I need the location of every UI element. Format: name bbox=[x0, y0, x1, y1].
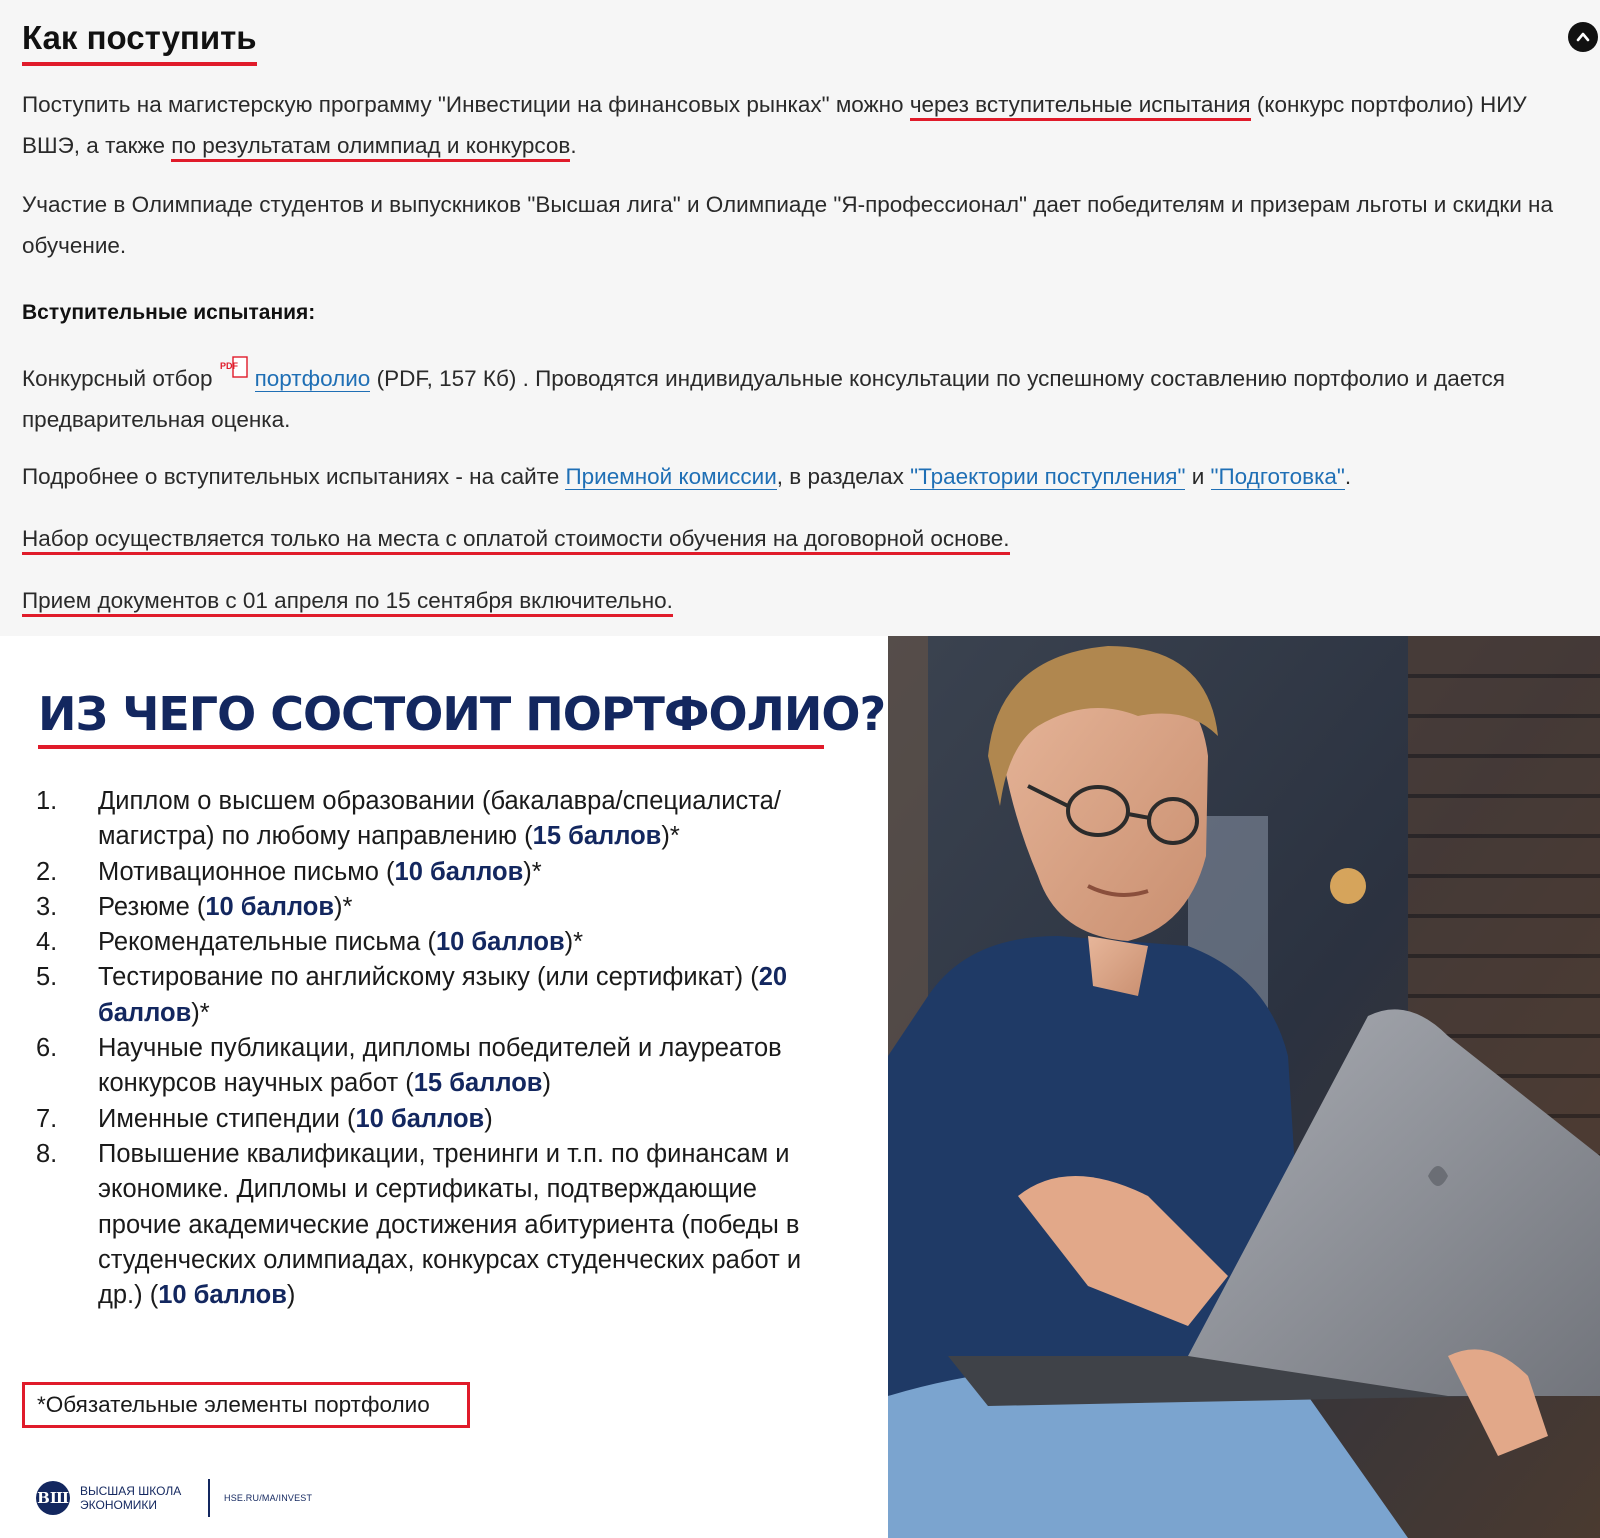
portfolio-text-2: (PDF, 157 Кб) . Проводятся индивидуальные консультации по успешному составлению портфолио и дается предварительная оценка. bbox=[22, 366, 1505, 432]
portfolio-item-points: 20 баллов bbox=[98, 963, 788, 1027]
student-photo bbox=[888, 636, 1600, 1538]
details-text-3: и bbox=[1185, 464, 1211, 489]
tuition-paragraph bbox=[22, 518, 1562, 559]
logo-line-2: ЭКОНОМИКИ bbox=[80, 1498, 158, 1512]
portfolio-item-points: 10 баллов bbox=[435, 928, 565, 957]
portfolio-item bbox=[36, 925, 836, 960]
portfolio-item-text bbox=[98, 1102, 836, 1137]
section-title: Как поступить bbox=[22, 18, 257, 66]
title-underline bbox=[38, 745, 824, 749]
dates-text: Прием документов с 01 апреля по 15 сентября включительно. bbox=[22, 588, 673, 617]
olympiad-paragraph: Участие в Олимпиаде студентов и выпускников "Высшая лига" и Олимпиаде "Я-профессионал" дает победителям и призерам льготы и скидки на обучение. bbox=[22, 192, 1553, 258]
portfolio-poster bbox=[0, 636, 888, 1538]
intro-paragraph bbox=[22, 84, 1562, 166]
portfolio-item-text bbox=[98, 855, 836, 890]
portfolio-link[interactable]: портфолио bbox=[254, 366, 371, 391]
portfolio-item bbox=[36, 1102, 836, 1137]
portfolio-item bbox=[36, 890, 836, 925]
admission-section bbox=[0, 0, 1600, 636]
portfolio-item-points: 10 баллов bbox=[394, 857, 524, 886]
olympiads-highlight: по результатам олимпиад и конкурсов bbox=[171, 133, 570, 162]
portfolio-item bbox=[36, 784, 836, 855]
logo-url: HSE.RU/MA/INVEST bbox=[224, 1493, 313, 1503]
portfolio-item-number: 5. bbox=[36, 963, 58, 992]
portfolio-item-desc: Мотивационное письмо ( bbox=[98, 857, 395, 886]
portfolio-list bbox=[36, 784, 836, 1313]
portfolio-item-points: 15 баллов bbox=[413, 1069, 543, 1098]
portfolio-paragraph bbox=[22, 352, 1562, 440]
details-text-1: Подробнее о вступительных испытаниях - на сайте bbox=[22, 464, 566, 489]
intro-text-2: (конкурс портфолио) НИУ ВШЭ, а также bbox=[22, 92, 1527, 158]
portfolio-item-points: 10 баллов bbox=[355, 1104, 485, 1133]
dates-paragraph bbox=[22, 580, 1562, 621]
details-text-2: , в разделах bbox=[776, 464, 911, 489]
portfolio-item-suffix: ) bbox=[542, 1069, 551, 1098]
chevron-up-icon[interactable] bbox=[1568, 22, 1598, 52]
portfolio-item-desc: Научные публикации, дипломы победителей и лауреатов конкурсов научных работ ( bbox=[98, 1034, 782, 1098]
portfolio-item-text bbox=[98, 890, 836, 925]
portfolio-item-number: 1. bbox=[36, 787, 58, 815]
portfolio-item-suffix: )* bbox=[523, 857, 542, 886]
portfolio-item-desc: Диплом о высшем образовании (бакалавра/специалиста/магистра) по любому направлению ( bbox=[98, 787, 781, 851]
admissions-committee-link[interactable]: Приемной комиссии bbox=[565, 464, 777, 489]
portfolio-item-desc: Повышение квалификации, тренинги и т.п. по финансам и экономике. Дипломы и сертификаты, подтверждающие прочие академические достижения абитуриента (победы в студенческих олимпиадах, конкурсах студенческих работ и др.) ( bbox=[98, 1139, 802, 1310]
poster-title: ИЗ ЧЕГО СОСТОИТ ПОРТФОЛИО? bbox=[38, 687, 886, 741]
portfolio-item-number: 7. bbox=[36, 1104, 58, 1133]
portfolio-item-text bbox=[98, 784, 836, 855]
portfolio-item-suffix: )* bbox=[564, 928, 584, 957]
portfolio-text-1: Конкурсный отбор bbox=[22, 366, 213, 391]
pdf-icon bbox=[219, 352, 249, 376]
portfolio-item-desc: Тестирование по английскому языку (или сертификат) ( bbox=[98, 963, 759, 992]
mandatory-note: *Обязательные элементы портфолио bbox=[22, 1382, 470, 1428]
exams-heading: Вступительные испытания: bbox=[22, 301, 316, 324]
logo-divider bbox=[208, 1479, 210, 1517]
portfolio-item-points: 15 баллов bbox=[532, 822, 662, 851]
portfolio-item-points: 10 баллов bbox=[158, 1281, 287, 1310]
portfolio-item-number: 3. bbox=[36, 892, 58, 921]
portfolio-item-number: 8. bbox=[36, 1139, 58, 1168]
portfolio-item-points: 10 баллов bbox=[205, 892, 335, 921]
pdf-icon-label: PDF bbox=[219, 361, 238, 371]
portfolio-item bbox=[36, 1137, 836, 1313]
portfolio-item-text bbox=[98, 1137, 836, 1313]
portfolio-item-suffix: ) bbox=[484, 1104, 493, 1133]
trajectories-link[interactable]: "Траектории поступления" bbox=[910, 464, 1186, 489]
portfolio-item-desc: Именные стипендии ( bbox=[98, 1104, 356, 1133]
portfolio-item-number: 2. bbox=[36, 857, 58, 886]
preparation-link[interactable]: "Подготовка" bbox=[1210, 464, 1345, 489]
hse-logo bbox=[36, 1476, 312, 1520]
portfolio-item-text bbox=[98, 1031, 836, 1102]
exams-highlight: через вступительные испытания bbox=[910, 92, 1251, 121]
portfolio-item-text bbox=[98, 925, 836, 960]
portfolio-item-suffix: )* bbox=[334, 892, 353, 921]
intro-text-3: . bbox=[570, 133, 577, 158]
logo-line-1: ВЫСШАЯ ШКОЛА bbox=[80, 1484, 182, 1498]
portfolio-item bbox=[36, 855, 836, 890]
portfolio-item bbox=[36, 960, 836, 1031]
portfolio-item-desc: Резюме ( bbox=[98, 892, 206, 921]
portfolio-item-number: 6. bbox=[36, 1034, 58, 1063]
details-text-4: . bbox=[1344, 464, 1352, 489]
hse-logo-icon: ВШ bbox=[36, 1481, 70, 1515]
portfolio-item-text bbox=[98, 960, 836, 1031]
portfolio-item-desc: Рекомендательные письма ( bbox=[98, 928, 436, 957]
logo-text bbox=[80, 1484, 198, 1512]
student-with-laptop-illustration bbox=[888, 636, 1600, 1538]
details-paragraph bbox=[22, 456, 1562, 497]
portfolio-item-number: 4. bbox=[36, 928, 58, 957]
portfolio-item-suffix: )* bbox=[661, 822, 680, 851]
tuition-text: Набор осуществляется только на места с оплатой стоимости обучения на договорной основе. bbox=[22, 526, 1010, 555]
intro-text-1: Поступить на магистерскую программу "Инвестиции на финансовых рынках" можно bbox=[22, 92, 910, 117]
portfolio-item-suffix: ) bbox=[286, 1281, 296, 1310]
portfolio-item-suffix: )* bbox=[191, 998, 210, 1027]
portfolio-item bbox=[36, 1031, 836, 1102]
